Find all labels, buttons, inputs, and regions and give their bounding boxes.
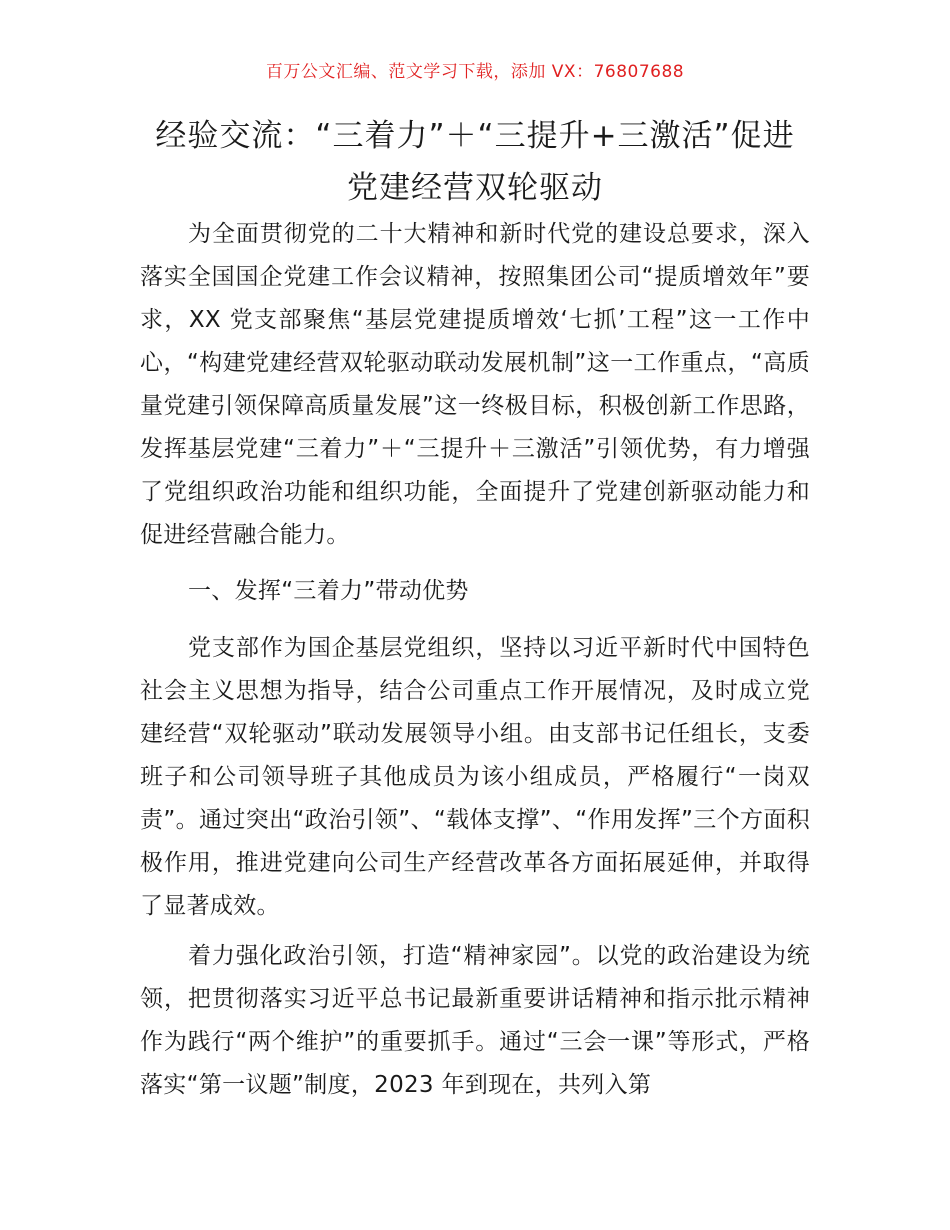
section-heading-1: 一、发挥“三着力”带动优势 — [188, 578, 469, 604]
page-title: 经验交流：“三着力”＋“三提升+三激活”促进党建经营双轮驱动 — [155, 118, 795, 206]
paragraph-intro: 为全面贯彻党的二十大精神和新时代党的建设总要求，深入落实全国国企党建工作会议精神，按照集团公司“提质增效年”要求，XX 党支部聚焦“基层党建提质增效‘七抓’工程”这一工作中心，“构建党建经营双轮驱动联动发展机制”这一工作重点，“高质量党建引领保障高质量发展”这一终极目标，积极创新工作思路，发挥基层党建“三着力”＋“三提升＋三激活”引领优势，有力增强了党组织政治功能和组织功能，全面提升了党建创新驱动能力和促进经营融合能力。 — [140, 221, 810, 548]
paragraph-section-1: 党支部作为国企基层党组织，坚持以习近平新时代中国特色社会主义思想为指导，结合公司重点工作开展情况，及时成立党建经营“双轮驱动”联动发展领导小组。由支部书记任组长，支委班子和公司领导班子其他成员为该小组成员，严格履行“一岗双责”。通过突出“政治引领”、“载体支撑”、“作用发挥”三个方面积极作用，推进党建向公司生产经营改革各方面拓展延伸，并取得了显著成效。 — [140, 635, 810, 919]
paragraph-political-guidance: 着力强化政治引领，打造“精神家园”。以党的政治建设为统领，把贯彻落实习近平总书记最新重要讲话精神和指示批示精神作为践行“两个维护”的重要抓手。通过“三会一课”等形式，严格落实“第一议题”制度，2023 年到现在，共列入第 — [140, 943, 810, 1098]
promo-banner: 百万公文汇编、范文学习下载，添加 VX：76807688 — [265, 62, 685, 82]
